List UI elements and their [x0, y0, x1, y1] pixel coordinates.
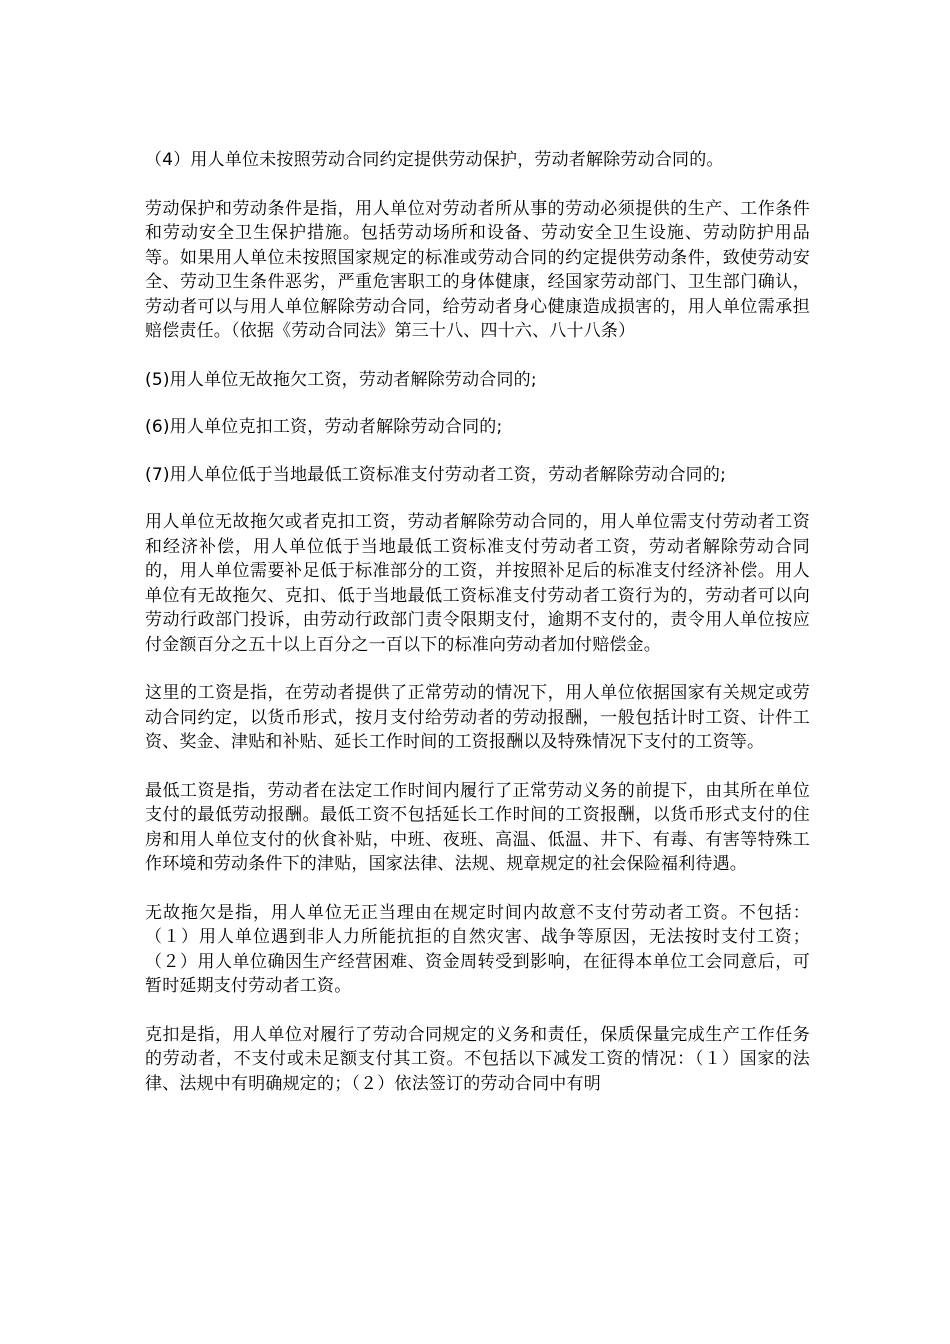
- paragraph-labor-protection-definition: 劳动保护和劳动条件是指，用人单位对劳动者所从事的劳动必须提供的生产、工作条件和劳动安全卫生保护措施。包括劳动场所和设备、劳动安全卫生设施、劳动防护用品等。如果用人单位未按照国家规定的标准或劳动合同的约定提供劳动条件，致使劳动安全、劳动卫生条件恶劣，严重危害职工的身体健康，经国家劳动部门、卫生部门确认，劳动者可以与用人单位解除劳动合同，给劳动者身心健康造成损害的，用人单位需承担赔偿责任。（依据《劳动合同法》第三十八、四十六、八十八条）: [145, 198, 810, 341]
- paragraph-deduction-definition: 克扣是指，用人单位对履行了劳动合同规定的义务和责任，保质保量完成生产工作任务的劳动者，不支付或未足额支付其工资。不包括以下减发工资的情况：（１）国家的法律、法规中有明确规定的；（２）依法签订的劳动合同中有明: [145, 1024, 810, 1094]
- document-page: [145, 148, 810, 1120]
- paragraph-unjustified-arrears-definition: 无故拖欠是指，用人单位无正当理由在规定时间内故意不支付劳动者工资。不包括：（１）用人单位遇到非人力所能抗拒的自然灾害、战争等原因，无法按时支付工资；（２）用人单位确因生产经营困难、资金周转受到影响，在征得本单位工会同意后，可暂时延期支付劳动者工资。: [145, 902, 810, 996]
- paragraph-item-7: (7)用人单位低于当地最低工资标准支付劳动者工资，劳动者解除劳动合同的;: [145, 464, 727, 485]
- paragraph-item-6: (6)用人单位克扣工资，劳动者解除劳动合同的;: [145, 417, 503, 437]
- paragraph-wage-arrears-compensation: 用人单位无故拖欠或者克扣工资，劳动者解除劳动合同的，用人单位需支付劳动者工资和经济补偿，用人单位低于当地最低工资标准支付劳动者工资，劳动者解除劳动合同的，用人单位需要补足低于标准部分的工资，并按照补足后的标准支付经济补偿。用人单位有无故拖欠、克扣、低于当地最低工资标准支付劳动者工资行为的，劳动者可以向劳动行政部门投诉，由劳动行政部门责令限期支付，逾期不支付的，责令用人单位按应付金额百分之五十以上百分之一百以下的标准向劳动者加付赔偿金。: [145, 512, 810, 655]
- paragraph-wage-definition: 这里的工资是指，在劳动者提供了正常劳动的情况下，用人单位依据国家有关规定或劳动合同约定，以货币形式，按月支付给劳动者的劳动报酬，一般包括计时工资、计件工资、奖金、津贴和补贴、延长工作时间的工资报酬以及特殊情况下支付的工资等。: [145, 683, 810, 752]
- paragraph-item-4: （4）用人单位未按照劳动合同约定提供劳动保护，劳动者解除劳动合同的。: [145, 150, 724, 170]
- paragraph-item-5: (5)用人单位无故拖欠工资，劳动者解除劳动合同的;: [145, 369, 537, 390]
- paragraph-minimum-wage-definition: 最低工资是指，劳动者在法定工作时间内履行了正常劳动义务的前提下，由其所在单位支付的最低劳动报酬。最低工资不包括延长工作时间的工资报酬，以货币形式支付的住房和用人单位支付的伙食补贴，中班、夜班、高温、低温、井下、有毒、有害等特殊工作环境和劳动条件下的津贴，国家法律、法规、规章规定的社会保险福利待遇。: [145, 780, 810, 874]
